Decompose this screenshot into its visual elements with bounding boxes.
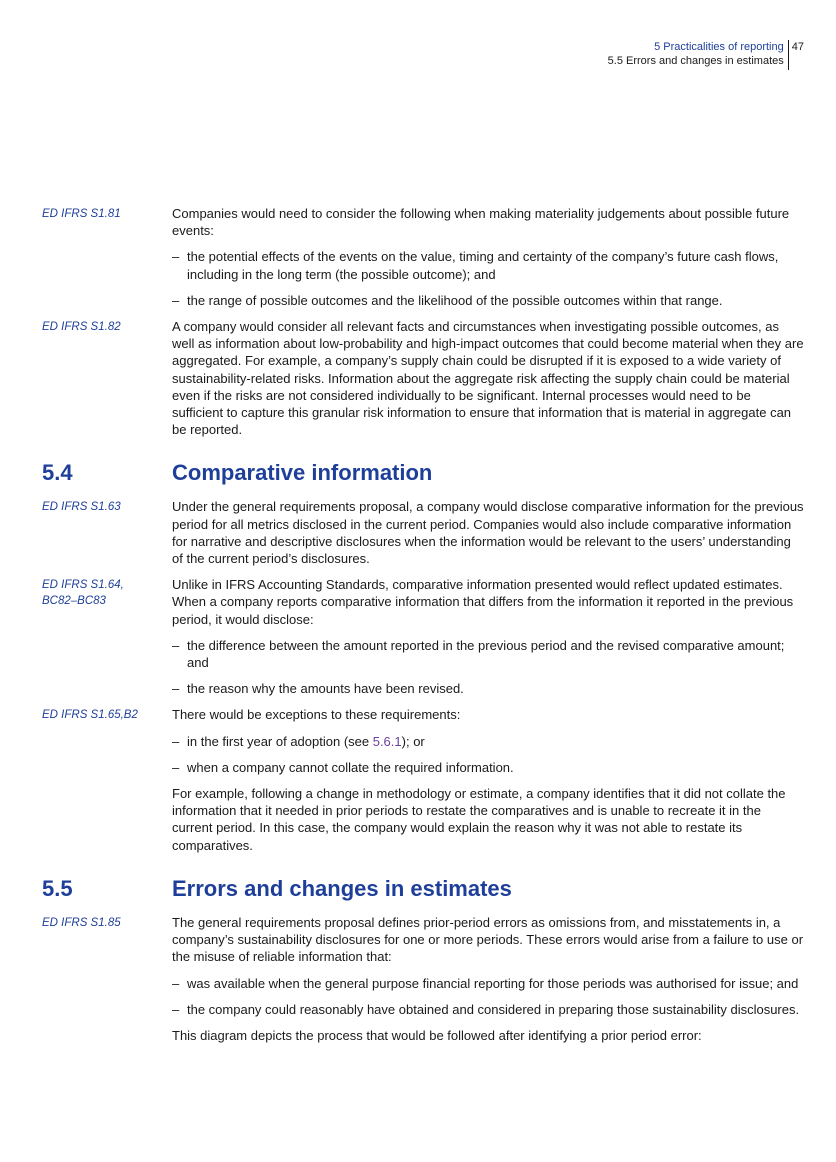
cross-reference-link[interactable]: 5.6.1 [372, 733, 402, 749]
bullet-dash: – [172, 249, 180, 265]
list-item [172, 637, 804, 671]
list-item [172, 733, 804, 750]
paragraph: There would be exceptions to these requirements: [172, 707, 461, 723]
page-content [0, 205, 836, 1053]
section-title: Comparative information [172, 460, 433, 486]
list-item-text: the potential effects of the events on the value, timing and certainty of the company’s future cash flows, including in the long term (the possible outcome); and [187, 249, 779, 282]
margin-reference: ED IFRS S1.63 [42, 501, 121, 514]
margin-reference: ED IFRS S1.82 [42, 321, 121, 334]
section-number: 5.5 [42, 875, 73, 901]
list-item [172, 759, 804, 776]
paragraph-block [0, 576, 836, 706]
list-item-text: was available when the general purpose financial reporting for those periods was authorised for issue; and [187, 975, 799, 991]
list-item [172, 975, 804, 992]
bullet-dash: – [172, 681, 180, 697]
bullet-dash: – [172, 637, 180, 653]
list-item-text: the range of possible outcomes and the likelihood of the possible outcomes within that range. [187, 292, 723, 308]
section-heading [0, 876, 836, 902]
list-item [172, 292, 804, 309]
block-body [172, 205, 804, 318]
margin-reference: ED IFRS S1.81 [42, 208, 121, 220]
section-heading [0, 460, 836, 486]
section-title: Errors and changes in estimates [172, 875, 512, 901]
paragraph: This diagram depicts the process that would be followed after identifying a prior period error: [172, 1027, 702, 1043]
paragraph: Companies would need to consider the following when making materiality judgements about possible future events: [172, 206, 790, 239]
header-section: 5.5 Errors and changes in estimates [607, 55, 784, 67]
paragraph: Unlike in IFRS Accounting Standards, comparative information presented would reflect updated estimates. When a company reports comparative information that differs from the information it reported in the previous period, it would disclose: [172, 577, 794, 627]
list-item-text-part: ); or [401, 733, 425, 749]
block-body [172, 318, 804, 447]
list-item-text-part: in the first year of adoption (see [187, 733, 373, 749]
margin-reference-line: BC82–BC83 [42, 595, 106, 608]
paragraph-block [0, 498, 836, 576]
list-item [172, 248, 804, 282]
block-body [172, 576, 804, 706]
paragraph: Under the general requirements proposal, a company would disclose comparative information for the previous period for all metrics disclosed in the current period. Companies would also include comparative information for narrative and descriptive disclosures when the information would be relevant to the users’ understanding of the current period’s disclosures. [172, 499, 804, 567]
paragraph-block [0, 914, 836, 1053]
bullet-dash: – [172, 292, 180, 308]
margin-reference: ED IFRS S1.65,B2 [42, 709, 138, 722]
paragraph: For example, following a change in methodology or estimate, a company identifies that it did not collate the information that it needed in prior periods to restate the comparatives and is unable to recreate it in the current period. In this case, the company would explain the reason why it was not able to restate its comparatives. [172, 786, 786, 853]
bullet-dash: – [172, 733, 180, 749]
header-chapter: 5 Practicalities of reporting [654, 41, 784, 53]
paragraph-block [0, 706, 836, 862]
list-item [172, 1001, 804, 1018]
paragraph: A company would consider all relevant facts and circumstances when investigating possible outcomes, as well as information about low-probability and high-impact outcomes that could become material when they are aggregated. For example, a company’s supply chain could be disrupted if it is exposed to a wide variety of sustainability-related risks. Information about the aggregate risk affecting the supply chain could be material even if the risks are not considered individually to be significant. Internal processes would need to be sufficient to capture this granular risk information to ensure that information that is material in aggregate can be reported. [172, 319, 804, 438]
block-body [172, 706, 804, 862]
section-number: 5.4 [42, 460, 73, 486]
margin-reference [42, 576, 172, 706]
header-text [608, 40, 789, 70]
block-body [172, 498, 804, 576]
paragraph: The general requirements proposal defines prior-period errors as omissions from, and misstatements in, a company’s sustainability disclosures for one or more periods. These errors would arise from a failure to use or the misuse of reliable information that: [172, 914, 804, 965]
bullet-dash: – [172, 975, 180, 991]
list-item-text: when a company cannot collate the required information. [187, 759, 514, 775]
block-body [172, 914, 804, 1053]
running-header [608, 40, 804, 70]
paragraph-block [0, 318, 836, 447]
list-item-text: the difference between the amount reported in the previous period and the revised comparative amount; and [187, 637, 785, 671]
list-item-text: the reason why the amounts have been revised. [187, 681, 464, 697]
margin-reference: ED IFRS S1.85 [42, 916, 121, 929]
list-item-text [187, 733, 804, 750]
list-item [172, 680, 804, 697]
page-number: 47 [791, 41, 804, 53]
paragraph-block [0, 205, 836, 318]
list-item-text: the company could reasonably have obtained and considered in preparing those sustainability disclosures. [187, 1001, 800, 1017]
bullet-dash: – [172, 1001, 180, 1017]
bullet-dash: – [172, 759, 180, 775]
margin-reference-line: ED IFRS S1.64, [42, 579, 124, 592]
